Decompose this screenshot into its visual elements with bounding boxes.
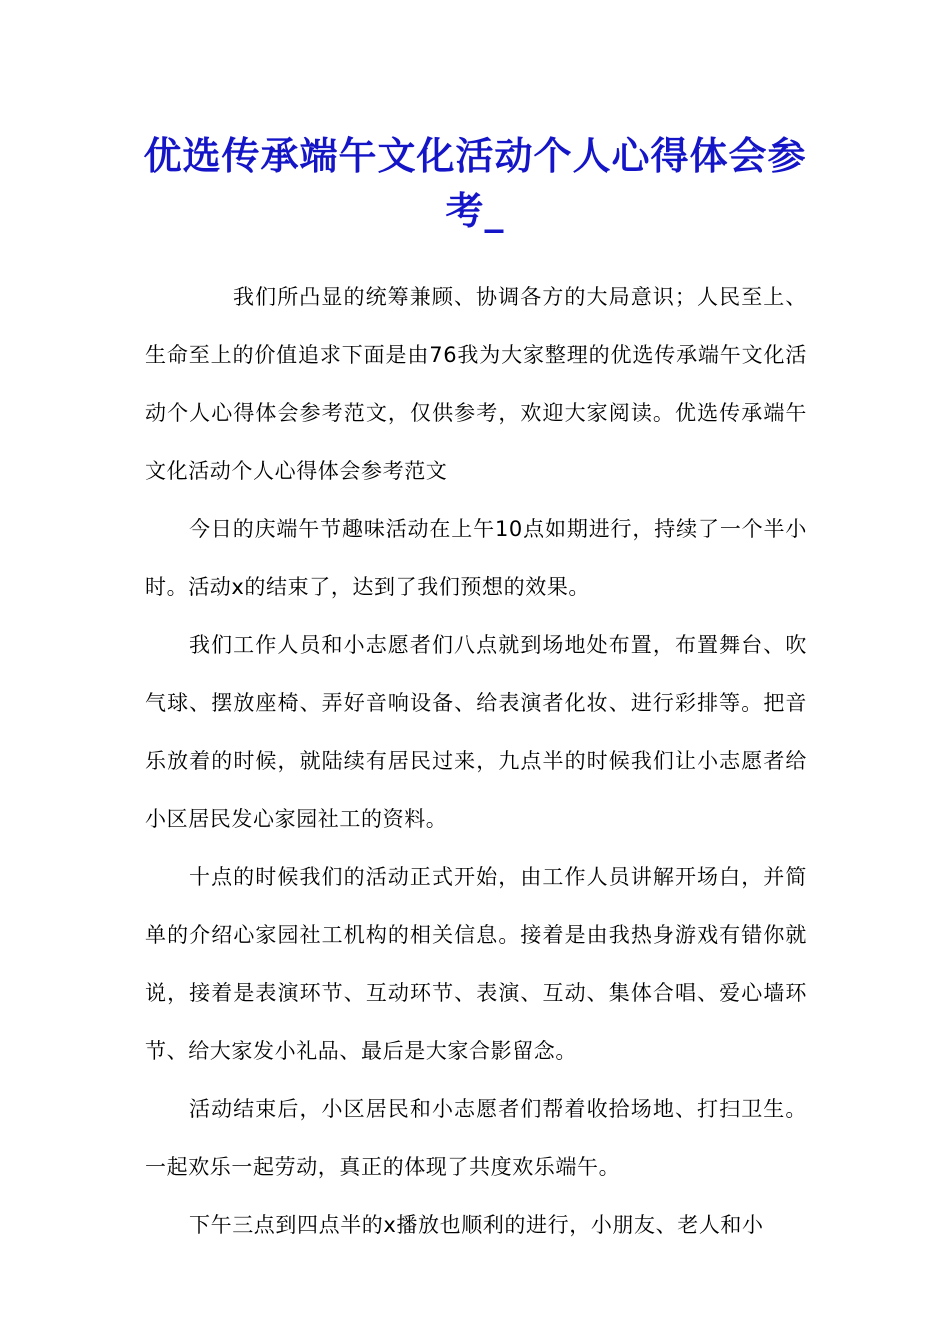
document-body <box>145 268 807 1254</box>
paragraph: 我们工作人员和小志愿者们八点就到场地处布置，布置舞台、吹气球、摆放座椅、弄好音响设备、给表演者化妆、进行彩排等。把音乐放着的时候，就陆续有居民过来，九点半的时候我们让小志愿者给小区居民发心家园社工的资料。 <box>145 633 807 831</box>
paragraph: 活动结束后，小区居民和小志愿者们帮着收拾场地、打扫卫生。一起欢乐一起劳动，真正的体现了共度欢乐端午。 <box>145 1097 807 1179</box>
paragraph: 十点的时候我们的活动正式开始，由工作人员讲解开场白，并简单的介绍心家园社工机构的相关信息。接着是由我热身游戏有错你就说，接着是表演环节、互动环节、表演、互动、集体合唱、爱心墙环节、给大家发小礼品、最后是大家合影留念。 <box>145 865 807 1063</box>
document-title: 优选传承端午文化活动个人心得体会参考_ <box>143 133 807 233</box>
paragraph-intro: 我们所凸显的统筹兼顾、协调各方的大局意识；人民至上、生命至上的价值追求下面是由76我为大家整理的优选传承端午文化活动个人心得体会参考范文，仅供参考，欢迎大家阅读。优选传承端午文化活动个人心得体会参考范文 <box>145 285 807 483</box>
paragraph: 下午三点到四点半的x播放也顺利的进行，小朋友、老人和小 <box>189 1213 764 1237</box>
paragraph: 今日的庆端午节趣味活动在上午10点如期进行，持续了一个半小时。活动x的结束了，达到了我们预想的效果。 <box>145 517 807 599</box>
